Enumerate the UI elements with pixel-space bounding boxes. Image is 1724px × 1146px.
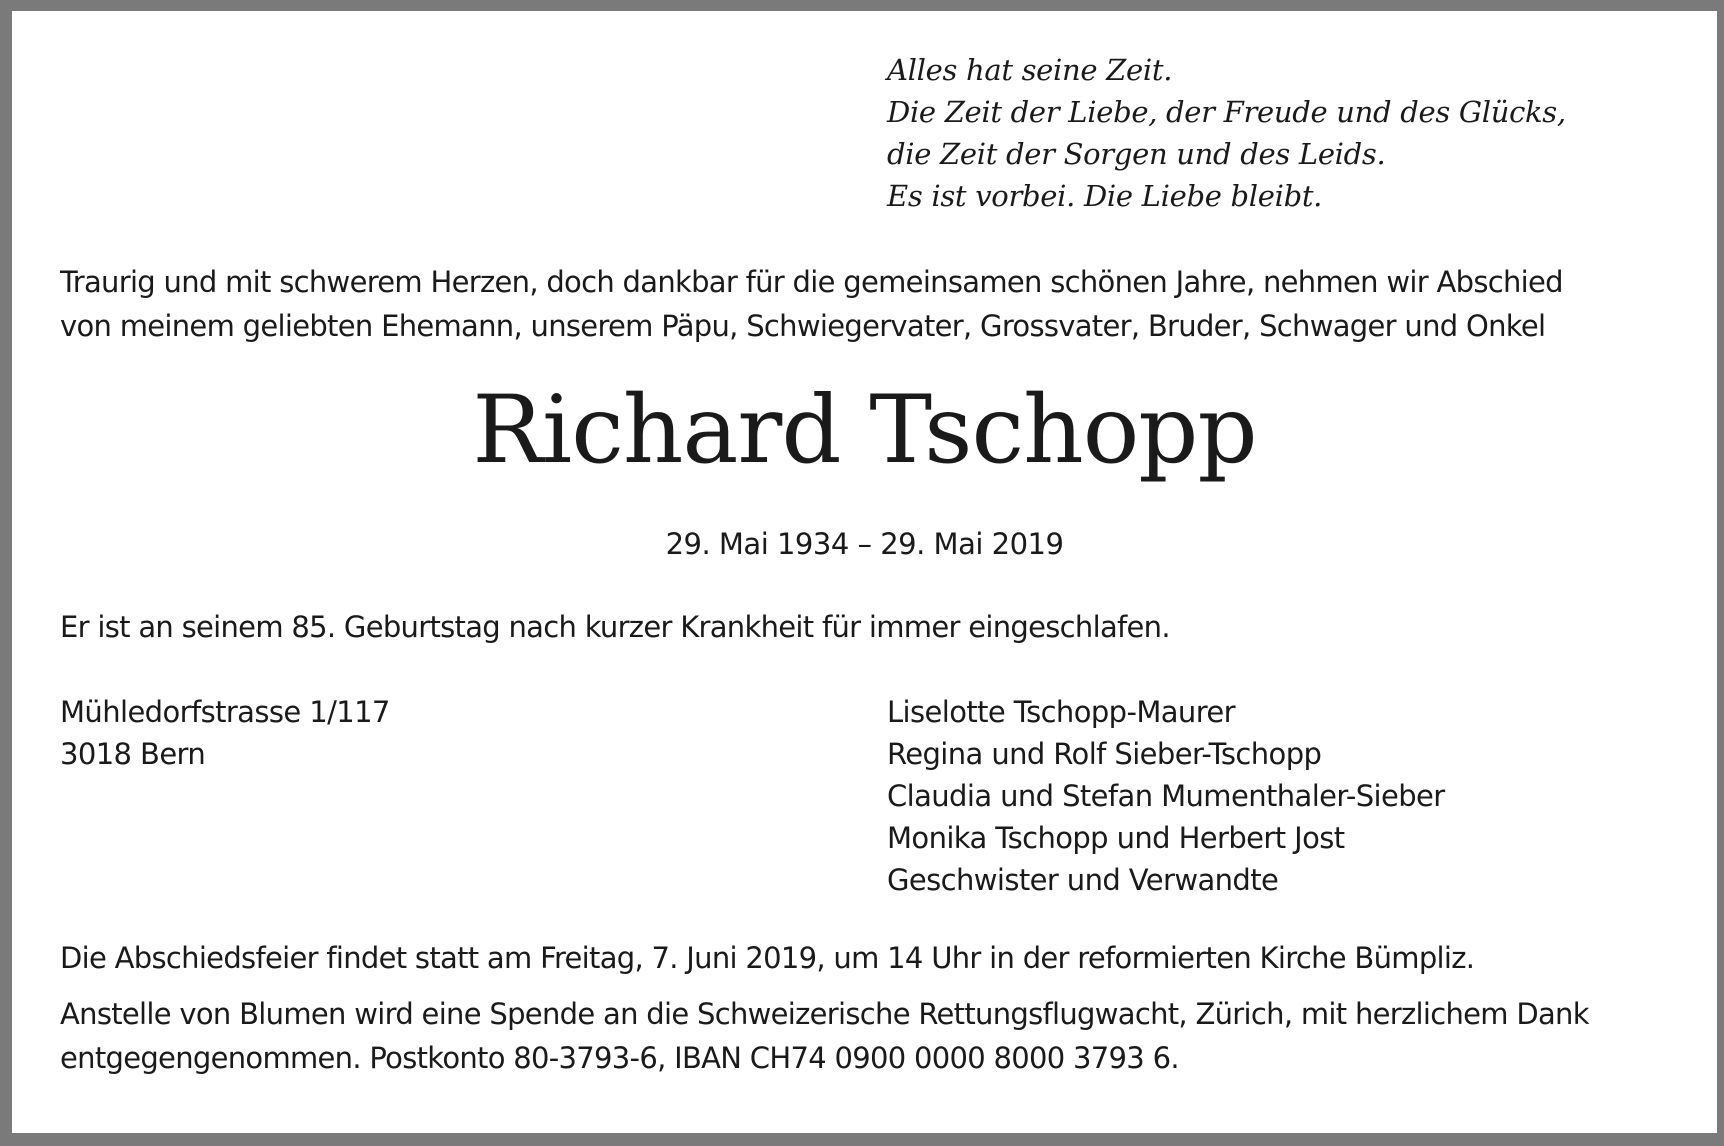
intro-text [60, 260, 1563, 348]
address-street: Mühledorfstrasse 1/117 [60, 695, 390, 729]
mourners-list [887, 691, 1445, 901]
intro-line: von meinem geliebten Ehemann, unserem Päpu, Schwiegervater, Grossvater, Bruder, Schwager und Onkel [60, 309, 1546, 343]
donation-line: entgegengenommen. Postkonto 80-3793-6, IBAN CH74 0900 0000 8000 3793 6. [60, 1041, 1179, 1075]
donation-line: Anstelle von Blumen wird eine Spende an die Schweizerische Rettungsflugwacht, Zürich, mit herzlichem Dank [60, 997, 1589, 1031]
donation-info [60, 992, 1589, 1080]
deceased-name: Richard Tschopp [472, 376, 1257, 485]
mourner-entry: Claudia und Stefan Mumenthaler-Sieber [887, 779, 1445, 813]
mourner-entry: Monika Tschopp und Herbert Jost [887, 821, 1345, 855]
poem-line: die Zeit der Sorgen und des Leids. [887, 137, 1386, 171]
mourner-entry: Regina und Rolf Sieber-Tschopp [887, 737, 1322, 771]
poem-line: Es ist vorbei. Die Liebe bleibt. [887, 179, 1323, 213]
poem-line: Alles hat seine Zeit. [887, 53, 1173, 87]
family-address [60, 691, 390, 775]
address-city: 3018 Bern [60, 737, 206, 771]
mourner-entry: Liselotte Tschopp-Maurer [887, 695, 1235, 729]
mourner-entry: Geschwister und Verwandte [887, 863, 1279, 897]
obituary-notice [12, 11, 1717, 1133]
life-dates: 29. Mai 1934 – 29. Mai 2019 [665, 527, 1064, 561]
intro-line: Traurig und mit schwerem Herzen, doch dankbar für die gemeinsamen schönen Jahre, nehmen wir Abschied [60, 265, 1563, 299]
poem [887, 49, 1566, 217]
ceremony-info: Die Abschiedsfeier findet statt am Freitag, 7. Juni 2019, um 14 Uhr in der reformierten Kirche Bümpliz. [60, 941, 1475, 975]
death-statement: Er ist an seinem 85. Geburtstag nach kurzer Krankheit für immer eingeschlafen. [60, 610, 1170, 644]
poem-line: Die Zeit der Liebe, der Freude und des Glücks, [887, 95, 1566, 129]
